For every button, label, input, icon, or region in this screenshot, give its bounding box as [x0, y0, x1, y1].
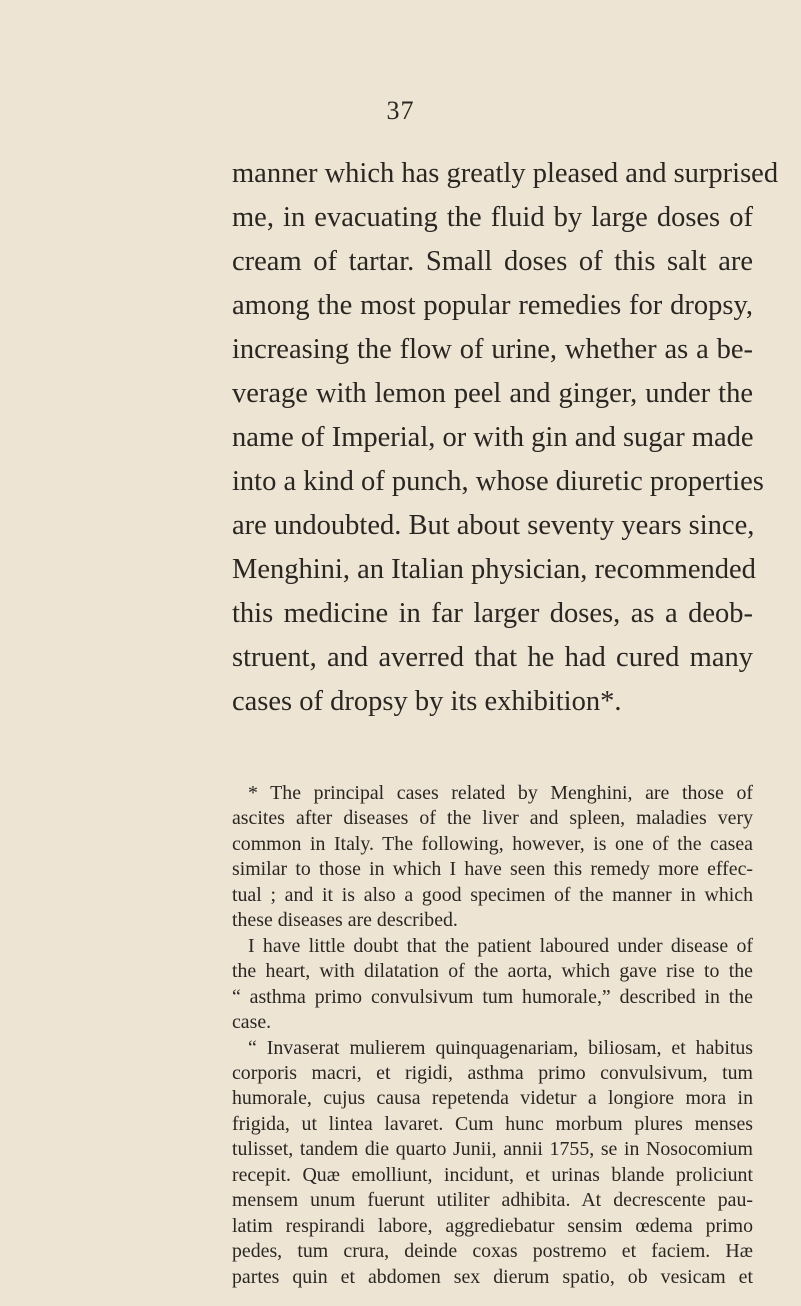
footnote-line: tual ; and it is also a good specimen of the manner in which	[232, 883, 753, 906]
footnote-line: latim respirandi labore, aggrediebatur sensim œdema primo	[232, 1214, 753, 1237]
footnote-line: these diseases are described.	[232, 909, 458, 932]
text-line: manner which has greatly pleased and surprised	[232, 158, 779, 189]
text-line: this medicine in far larger doses, as a deob-	[232, 598, 753, 629]
footnote-line: I have little doubt that the patient laboured under disease of	[248, 934, 753, 957]
footnote-line: “ asthma primo convulsivum tum humorale,” described in the	[232, 985, 753, 1008]
footnote-line: “ Invaserat mulierem quinquagenariam, biliosam, et habitus	[248, 1036, 753, 1059]
footnote-line: case.	[232, 1011, 272, 1034]
text-line: among the most popular remedies for dropsy,	[232, 290, 753, 321]
footnote-line: common in Italy. The following, however, is one of the casea	[232, 832, 753, 855]
text-line: struent, and averred that he had cured many	[232, 642, 753, 673]
text-line: cases of dropsy by its exhibition*.	[232, 686, 622, 717]
footnote-line: corporis macri, et rigidi, asthma primo convulsivum, tum	[232, 1061, 753, 1084]
footnote-line: the heart, with dilatation of the aorta, which gave rise to the	[232, 960, 753, 983]
footnote-line: * The principal cases related by Menghini, are those of	[248, 782, 753, 804]
text-line: increasing the flow of urine, whether as a be-	[232, 334, 753, 365]
page-number: 37	[386, 96, 415, 125]
footnote-line: ascites after diseases of the liver and spleen, maladies very	[232, 807, 753, 830]
text-line: Menghini, an Italian physician, recommended	[232, 554, 756, 585]
footnote-line: frigida, ut lintea lavaret. Cum hunc morbum plures menses	[232, 1112, 753, 1135]
text-line: name of Imperial, or with gin and sugar made	[232, 422, 754, 453]
footnote-line: humorale, cujus causa repetenda videtur a longiore mora in	[232, 1087, 753, 1110]
footnote-line: tulisset, tandem die quarto Junii, annii 1755, se in Nosocomium	[232, 1138, 753, 1161]
text-line: into a kind of punch, whose diuretic properties	[232, 466, 764, 497]
text-line: are undoubted. But about seventy years since,	[232, 510, 755, 541]
text-line: cream of tartar. Small doses of this salt are	[232, 246, 753, 277]
footnote-line: recepit. Quæ emolliunt, incidunt, et urinas blande proliciunt	[232, 1163, 753, 1186]
footnote-line: similar to those in which I have seen this remedy more effec-	[232, 858, 753, 881]
text-line: verage with lemon peel and ginger, under the	[232, 378, 753, 409]
footnote-line: pedes, tum crura, deinde coxas postremo et faciem. Hæ	[232, 1240, 753, 1263]
footnote-line: partes quin et abdomen sex dierum spatio, ob vesicam et	[232, 1265, 753, 1288]
text-line: me, in evacuating the fluid by large doses of	[232, 202, 753, 233]
footnote-line: mensem unum fuerunt utiliter adhibita. At decrescente pau-	[232, 1189, 753, 1212]
